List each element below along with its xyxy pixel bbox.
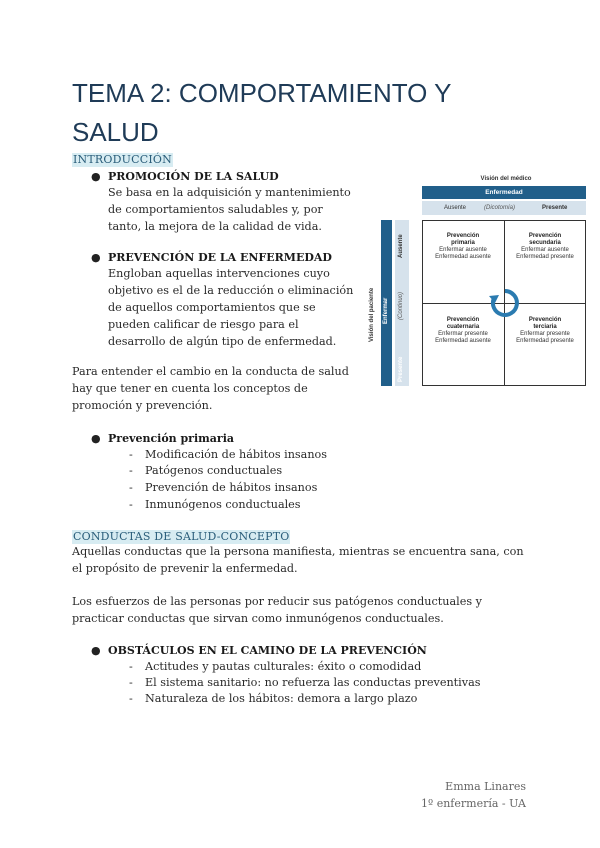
bullet-title: Prevención primaria <box>108 432 235 445</box>
page-title: TEMA 2: COMPORTAMIENTO Y SALUD <box>72 78 452 147</box>
list-item: - Modificación de hábitos insanos <box>129 448 328 461</box>
diagram-ausente-v: Ausente <box>398 234 404 258</box>
list-item: - El sistema sanitario: no refuerza las conductas preventivas <box>129 676 481 689</box>
diagram-enfermar-bar <box>381 220 392 386</box>
intro-paragraph: Para entender el cambio en la conducta de salud hay que tener en cuenta los conceptos de promoción y prevención. <box>72 365 349 412</box>
bullet-dot: ● <box>91 170 101 183</box>
diagram-enfermedad-bar: Enfermedad <box>422 186 586 199</box>
diagram-vision-paciente-col <box>368 220 378 386</box>
diagram-grid <box>422 220 586 386</box>
bullet-dot: ● <box>91 432 101 445</box>
bullet-text: Engloban aquellas intervenciones cuyo objetivo es el de la reducción o eliminación de aquellos comportamientos que se pueden calificar de riesgo para el desarrollo de algún tipo de enfermedad. <box>108 267 354 348</box>
bullet-dot: ● <box>91 644 101 657</box>
diagram-vision-medico: Visión del médico <box>480 176 532 182</box>
diagram-presente-v: Presente <box>398 356 404 382</box>
diagram-vision-paciente: Visión del paciente <box>369 287 375 342</box>
section-heading-conductas: CONDUCTAS DE SALUD-CONCEPTO <box>73 530 290 543</box>
bullet-title: PREVENCIÓN DE LA ENFERMEDAD <box>108 251 332 264</box>
bullet-text: Se basa en la adquisición y mantenimiento de comportamientos saludables y, por tanto, la mejora de la calidad de vida. <box>108 186 351 233</box>
cell-prevencion-cuaternaria: Prevención cuaternaria Enfermar presente Enfermedad ausente <box>435 317 491 344</box>
diagram-continuo-label: (Continuo) <box>398 291 404 320</box>
diagram-ausente-label: Ausente <box>444 205 467 211</box>
list-item: - Actitudes y pautas culturales: éxito o comodidad <box>129 660 422 673</box>
prevention-diagram <box>368 176 590 386</box>
list-item: - Prevención de hábitos insanos <box>129 481 318 494</box>
diagram-enfermar-label: Enfermar <box>383 297 389 324</box>
list-item: - Patógenos conductuales <box>129 464 283 477</box>
bullet-title: OBSTÁCULOS EN EL CAMINO DE LA PREVENCIÓN <box>108 644 427 657</box>
section-heading-introduccion: INTRODUCCIÓN <box>73 153 172 166</box>
diagram-dicotomia-label: (Dicotomía) <box>484 205 516 211</box>
cell-prevencion-terciaria: Prevención terciaria Enfermar presente Enfermedad presente <box>516 317 574 344</box>
list-item: - Naturaleza de los hábitos: demora a largo plazo <box>129 692 418 705</box>
footer-course: 1º enfermería - UA <box>421 797 526 810</box>
cycle-arrow-icon <box>489 287 521 319</box>
bullet-dot: ● <box>91 251 101 264</box>
conductas-paragraph-1: Aquellas conductas que la persona manifiesta, mientras se encuentra sana, con el propósito de prevenir la enfermedad. <box>72 545 524 575</box>
diagram-enfermar-sub-bar <box>395 220 409 386</box>
diagram-enfermedad-sub-bar <box>422 201 586 215</box>
bullet-title: PROMOCIÓN DE LA SALUD <box>108 170 279 183</box>
cell-prevencion-secundaria: Prevención secundaria Enfermar ausente Enfermedad presente <box>516 233 574 260</box>
cell-prevencion-primaria: Prevención primaria Enfermar ausente Enfermedad ausente <box>435 233 491 260</box>
list-item: - Inmunógenos conductuales <box>129 498 301 511</box>
diagram-presente-label: Presente <box>542 205 568 211</box>
footer-name: Emma Linares <box>445 780 526 793</box>
conductas-paragraph-2: Los esfuerzos de las personas por reducir sus patógenos conductuales y practicar conductas que sirvan como inmunógenos conductuales. <box>72 595 482 625</box>
